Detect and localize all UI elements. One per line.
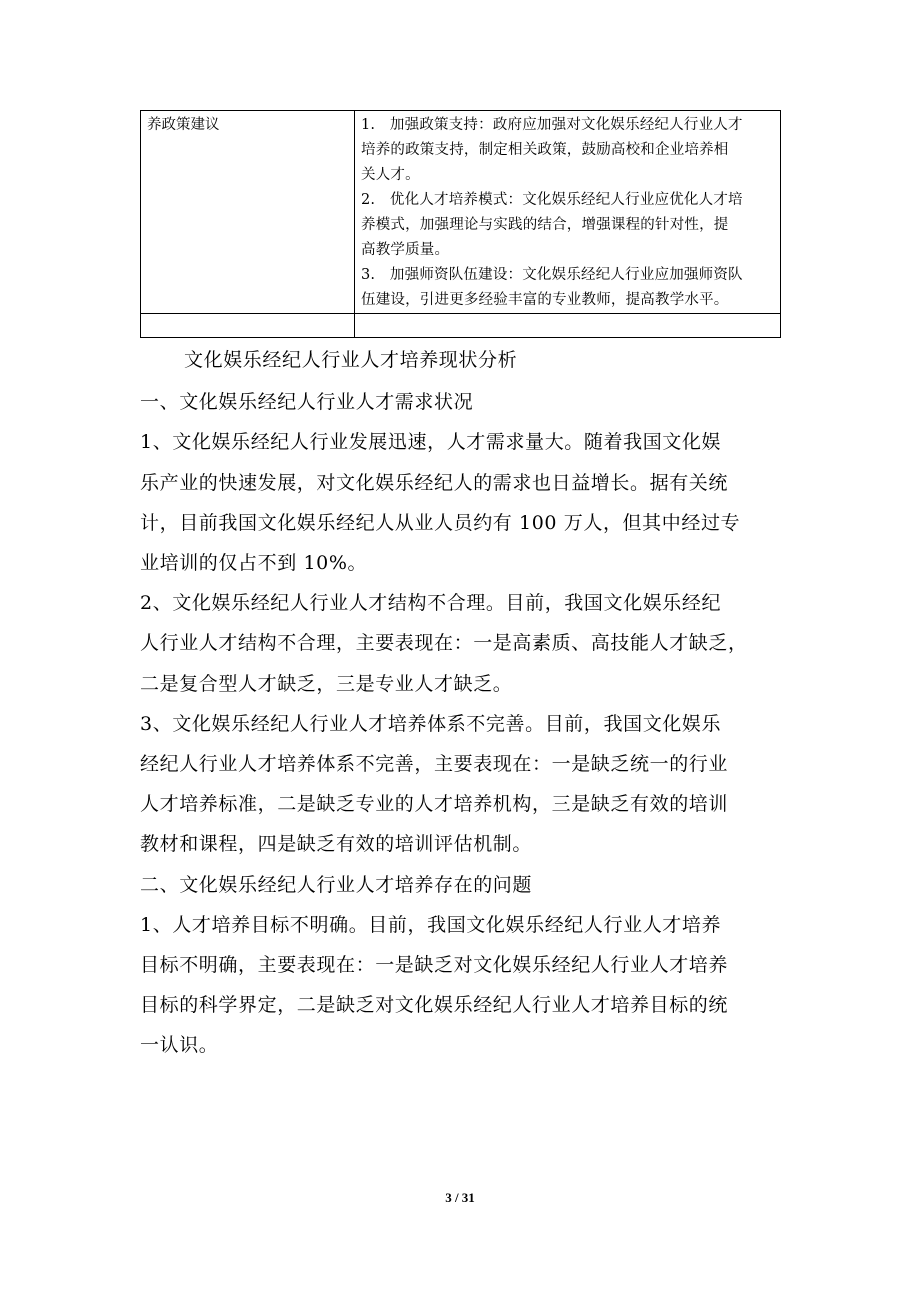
row-label: 养政策建议 (147, 117, 220, 133)
paragraph-line: 人才培养标准，二是缺乏专业的人才培养机构，三是缺乏有效的培训 (140, 793, 729, 816)
section-heading-2: 二、文化娱乐经纪人行业人才培养存在的问题 (140, 873, 533, 896)
table-cell-empty (355, 314, 781, 338)
document-title: 文化娱乐经纪人行业人才培养现状分析 (184, 349, 518, 371)
paragraph-line: 人行业人才结构不合理，主要表现在：一是高素质、高技能人才缺乏， (140, 632, 748, 655)
section-heading-1: 一、文化娱乐经纪人行业人才需求状况 (140, 391, 474, 414)
table-row (141, 314, 781, 338)
paragraph-line: 经纪人行业人才培养体系不完善，主要表现在：一是缺乏统一的行业 (140, 753, 729, 776)
paragraph-line: 业培训的仅占不到 10%。 (140, 552, 368, 575)
cell-line: 关人才。 (361, 167, 420, 183)
cell-line: 伍建设，引进更多经验丰富的专业教师，提高教学水平。 (361, 292, 729, 308)
paragraph-line: 1、文化娱乐经纪人行业发展迅速，人才需求量大。随着我国文化娱 (140, 431, 722, 454)
cell-line: 1. 加强政策支持：政府应加强对文化娱乐经纪人行业人才 (361, 117, 743, 133)
cell-line: 高教学质量。 (361, 242, 450, 258)
page-number: 3 / 31 (445, 1190, 475, 1205)
cell-line: 养模式，加强理论与实践的结合，增强课程的针对性，提 (361, 217, 729, 233)
paragraph-line: 教材和课程，四是缺乏有效的培训评估机制。 (140, 833, 533, 856)
paragraph-line: 2、文化娱乐经纪人行业人才结构不合理。目前，我国文化娱乐经纪 (140, 592, 722, 615)
paragraph-line: 二是复合型人才缺乏，三是专业人才缺乏。 (140, 672, 513, 695)
cell-line: 3. 加强师资队伍建设：文化娱乐经纪人行业应加强师资队 (361, 267, 743, 283)
table-cell-content (355, 111, 781, 314)
cell-line: 2. 优化人才培养模式：文化娱乐经纪人行业应优化人才培 (361, 192, 743, 208)
paragraph-line: 乐产业的快速发展，对文化娱乐经纪人的需求也日益增长。据有关统 (140, 471, 729, 494)
paragraph-line: 3、文化娱乐经纪人行业人才培养体系不完善。目前，我国文化娱乐 (140, 712, 722, 735)
document-body (140, 340, 782, 1066)
recommendation-table (140, 110, 781, 338)
table-cell-label (141, 111, 355, 314)
paragraph-line: 目标不明确，主要表现在：一是缺乏对文化娱乐经纪人行业人才培养 (140, 954, 729, 977)
paragraph-line: 一认识。 (140, 1034, 219, 1057)
table-row (141, 111, 781, 314)
cell-line: 培养的政策支持，制定相关政策，鼓励高校和企业培养相 (361, 142, 729, 158)
paragraph-line: 1、人才培养目标不明确。目前，我国文化娱乐经纪人行业人才培养 (140, 913, 722, 936)
table-cell-empty (141, 314, 355, 338)
paragraph-line: 目标的科学界定，二是缺乏对文化娱乐经纪人行业人才培养目标的统 (140, 994, 729, 1017)
paragraph-line: 计，目前我国文化娱乐经纪人从业人员约有 100 万人，但其中经过专 (140, 511, 741, 534)
